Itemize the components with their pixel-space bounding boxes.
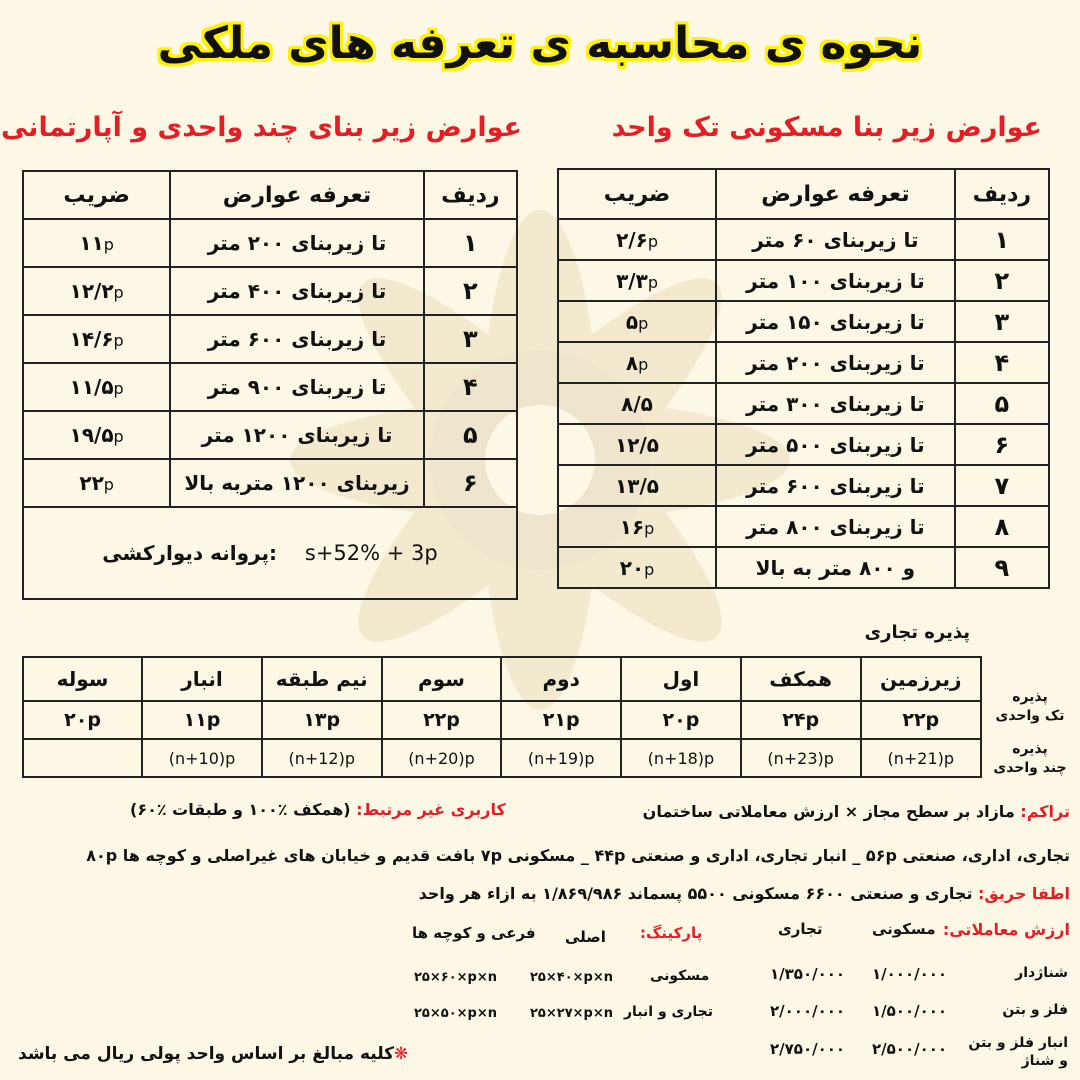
row-number-cell: ۲ (424, 267, 517, 315)
tariff-cell: تا زیربنای ۶۰۰ متر (716, 465, 955, 506)
wall-permit-label: پروانه دیوارکشی: (102, 541, 278, 565)
commercial-column-header: نیم طبقه (262, 657, 382, 701)
header-factor: ضریب (558, 169, 716, 219)
commercial-multi-value: (n+20)p (382, 739, 502, 777)
unrelated-label: کاربری غیر مرتبط: (356, 800, 506, 819)
parking-main-header: اصلی (565, 928, 606, 946)
commercial-column-header: اول (621, 657, 741, 701)
header-factor: ضریب (23, 171, 170, 219)
factor-suffix: p (644, 518, 655, 538)
row-number-cell: ۸ (955, 506, 1049, 547)
table-row (558, 342, 1049, 383)
factor-value: ۱۲/۲ (69, 279, 114, 303)
factor-cell (23, 267, 170, 315)
tv-row-2-res: ۱/۵۰۰/۰۰۰ (872, 1002, 948, 1020)
single-label-line-2: تک واحدی (995, 708, 1065, 724)
factor-cell (558, 260, 716, 301)
row-number-cell: ۲ (955, 260, 1049, 301)
commercial-column-header: زیرزمین (861, 657, 981, 701)
footer-star: ❋ (394, 1044, 409, 1064)
parking-row-2-name: تجاری و انبار (624, 1004, 714, 1020)
factor-cell (23, 411, 170, 459)
single-label-line-1: پذیره (1012, 689, 1048, 705)
density-text: مازاد بر سطح مجاز × ارزش معاملاتی ساختمان (642, 802, 1015, 821)
factor-suffix: p (113, 427, 124, 446)
tariff-cell: تا زیربنای ۸۰۰ متر (716, 506, 955, 547)
factor-value: ۸ (625, 350, 639, 375)
footer-note (18, 1044, 408, 1064)
table-row (23, 267, 517, 315)
factor-value: ۱۴/۶ (69, 327, 114, 351)
tv-row-1-res: ۱/۰۰۰/۰۰۰ (872, 965, 948, 983)
parking-row-1-name: مسکونی (650, 968, 710, 984)
factor-cell (23, 459, 170, 507)
factor-cell (558, 506, 716, 547)
single-unit-table (557, 168, 1050, 589)
tariff-cell: زیربنای ۱۲۰۰ متربه بالا (170, 459, 423, 507)
parking-row-2-main: ۲۵×۲۷×p×n (530, 1006, 613, 1021)
commercial-table (22, 656, 982, 778)
factor-suffix: p (103, 475, 114, 494)
tariff-cell: تا زیربنای ۲۰۰ متر (170, 219, 423, 267)
factor-cell (558, 219, 716, 260)
commercial-multi-value: (n+10)p (142, 739, 262, 777)
row-number-cell: ۶ (424, 459, 517, 507)
table-row (23, 459, 517, 507)
tv-row-3-res: ۲/۵۰۰/۰۰۰ (872, 1040, 948, 1058)
commercial-single-value: ۲۱p (501, 701, 621, 739)
tv-row-2-com: ۲/۰۰۰/۰۰۰ (770, 1002, 846, 1020)
table-row (558, 219, 1049, 260)
commercial-multi-value: (n+18)p (621, 739, 741, 777)
factor-cell (23, 315, 170, 363)
factor-value: ۱۳/۵ (615, 473, 659, 498)
commercial-single-value: ۲۰p (23, 701, 142, 739)
table-row (558, 260, 1049, 301)
factor-value: ۱۹/۵ (69, 423, 114, 447)
header-row: ردیف (424, 171, 517, 219)
tv-row-1-com: ۱/۳۵۰/۰۰۰ (770, 965, 846, 983)
factor-cell (23, 363, 170, 411)
commercial-column-header: همکف (741, 657, 861, 701)
multi-unit-heading: عوارض زیر بنای چند واحدی و آپارتمانی (0, 112, 522, 143)
tv-row-1-name: شناژدار (1015, 965, 1068, 981)
unrelated-text: (همکف ٪۱۰۰ و طبقات ٪۶۰) (130, 800, 351, 819)
factor-value: ۱۱ (79, 231, 104, 255)
factor-value: ۱۲/۵ (615, 432, 659, 457)
wall-permit-formula: s+52% + 3p (304, 541, 438, 565)
parking-row-1-main: ۲۵×۴۰×p×n (530, 970, 613, 985)
tv-row-3-name: انبار فلز و بتن و شناژ (968, 1035, 1068, 1069)
commercial-multi-label (985, 740, 1075, 778)
row-number-cell: ۱ (955, 219, 1049, 260)
factor-suffix: p (103, 235, 114, 254)
transaction-commercial-header: تجاری (778, 920, 823, 938)
transaction-residential-header: مسکونی (872, 920, 936, 938)
tv-row-3-com: ۲/۷۵۰/۰۰۰ (770, 1040, 846, 1058)
table-row (23, 363, 517, 411)
wall-permit-cell (23, 507, 517, 599)
commercial-column-header: سوله (23, 657, 142, 701)
density-note (643, 802, 1070, 821)
parking-row-1-secondary: ۲۵×۶۰×p×n (414, 970, 497, 985)
factor-suffix: p (113, 283, 124, 302)
factor-value: ۲۲ (79, 471, 104, 495)
tariff-cell: تا زیربنای ۹۰۰ متر (170, 363, 423, 411)
factor-value: ۳/۳ (616, 268, 648, 293)
tariff-cell: تا زیربنای ۲۰۰ متر (716, 342, 955, 383)
commercial-multi-value: (n+19)p (501, 739, 621, 777)
commercial-column-header: دوم (501, 657, 621, 701)
header-tariff: تعرفه عوارض (716, 169, 955, 219)
fire-note (419, 884, 1070, 903)
tariff-cell: و ۸۰۰ متر به بالا (716, 547, 955, 588)
tariff-cell: تا زیربنای ۱۵۰ متر (716, 301, 955, 342)
page-title: نحوه ی محاسبه ی تعرفه های ملکی (157, 18, 923, 69)
landuse-line: تجاری، اداری، صنعتی ۵۶p _ انبار تجاری، اداری و صنعتی ۴۴p _ مسکونی ۷p بافت قدیم و خیابان های غیراصلی و کوچه ها ۸۰p (86, 846, 1070, 865)
row-number-cell: ۳ (424, 315, 517, 363)
table-row (558, 506, 1049, 547)
factor-suffix: p (113, 331, 124, 350)
table-row (558, 424, 1049, 465)
tariff-cell: تا زیربنای ۵۰۰ متر (716, 424, 955, 465)
multi-label-line-2: چند واحدی (993, 760, 1067, 776)
factor-value: ۱۶ (619, 514, 645, 539)
row-number-cell: ۴ (955, 342, 1049, 383)
factor-cell (558, 424, 716, 465)
table-row (558, 465, 1049, 506)
commercial-multi-value: (n+21)p (861, 739, 981, 777)
commercial-multi-value: (n+12)p (262, 739, 382, 777)
row-number-cell: ۵ (955, 383, 1049, 424)
commercial-multi-value (23, 739, 142, 777)
row-number-cell: ۳ (955, 301, 1049, 342)
table-row (558, 383, 1049, 424)
row-number-cell: ۷ (955, 465, 1049, 506)
tariff-cell: تا زیربنای ۳۰۰ متر (716, 383, 955, 424)
fire-label: اطفا حریق: (978, 884, 1070, 903)
table-row (558, 301, 1049, 342)
factor-value: ۸/۵ (621, 391, 653, 416)
factor-cell (23, 219, 170, 267)
factor-suffix: p (113, 379, 124, 398)
factor-suffix: p (647, 272, 658, 292)
factor-cell (558, 547, 716, 588)
commercial-single-value: ۱۱p (142, 701, 262, 739)
factor-cell (558, 301, 716, 342)
header-row: ردیف (955, 169, 1049, 219)
commercial-single-value: ۲۴p (741, 701, 861, 739)
factor-cell (558, 465, 716, 506)
tv-row-2-name: فلز و بتن (1002, 1002, 1068, 1018)
tariff-cell: تا زیربنای ۱۰۰ متر (716, 260, 955, 301)
factor-suffix: p (638, 313, 649, 333)
density-label: تراکم: (1020, 802, 1070, 821)
commercial-multi-value: (n+23)p (741, 739, 861, 777)
row-number-cell: ۱ (424, 219, 517, 267)
factor-suffix: p (647, 231, 658, 251)
table-row (23, 315, 517, 363)
factor-value: ۵ (625, 309, 639, 334)
parking-label: پارکینگ: (640, 924, 703, 942)
tariff-cell: تا زیربنای ۴۰۰ متر (170, 267, 423, 315)
multi-unit-table (22, 170, 518, 600)
factor-value: ۲/۶ (616, 227, 648, 252)
commercial-column-header: سوم (382, 657, 502, 701)
commercial-single-label (985, 688, 1075, 726)
commercial-single-value: ۲۲p (382, 701, 502, 739)
footer-text: کلیه مبالغ بر اساس واحد پولی ریال می باشد (18, 1044, 395, 1064)
transaction-label: ارزش معاملاتی: (942, 920, 1070, 939)
header-tariff: تعرفه عوارض (170, 171, 423, 219)
factor-cell (558, 383, 716, 424)
table-row (23, 411, 517, 459)
factor-cell (558, 342, 716, 383)
factor-value: ۲۰ (619, 555, 645, 580)
factor-suffix: p (644, 559, 655, 579)
row-number-cell: ۹ (955, 547, 1049, 588)
commercial-single-value: ۲۲p (861, 701, 981, 739)
tariff-cell: تا زیربنای ۶۰۰ متر (170, 315, 423, 363)
parking-row-2-secondary: ۲۵×۵۰×p×n (414, 1006, 497, 1021)
commercial-single-value: ۲۰p (621, 701, 741, 739)
factor-value: ۱۱/۵ (69, 375, 114, 399)
commercial-heading: پذیره تجاری (864, 622, 970, 643)
row-number-cell: ۵ (424, 411, 517, 459)
table-row (558, 547, 1049, 588)
unrelated-note (130, 800, 506, 819)
tariff-cell: تا زیربنای ۱۲۰۰ متر (170, 411, 423, 459)
parking-secondary-header: فرعی و کوچه ها (412, 924, 536, 942)
single-unit-heading: عوارض زیر بنا مسکونی تک واحد (611, 112, 1042, 143)
row-number-cell: ۴ (424, 363, 517, 411)
factor-suffix: p (638, 354, 649, 374)
multi-label-line-1: پذیره (1012, 741, 1048, 757)
tariff-cell: تا زیربنای ۶۰ متر (716, 219, 955, 260)
commercial-single-value: ۱۳p (262, 701, 382, 739)
table-row (23, 219, 517, 267)
row-number-cell: ۶ (955, 424, 1049, 465)
fire-text: تجاری و صنعتی ۶۶۰۰ مسکونی ۵۵۰۰ پسماند ۱/۸۶۹/۹۸۶ به ازاء هر واحد (418, 884, 973, 903)
commercial-column-header: انبار (142, 657, 262, 701)
